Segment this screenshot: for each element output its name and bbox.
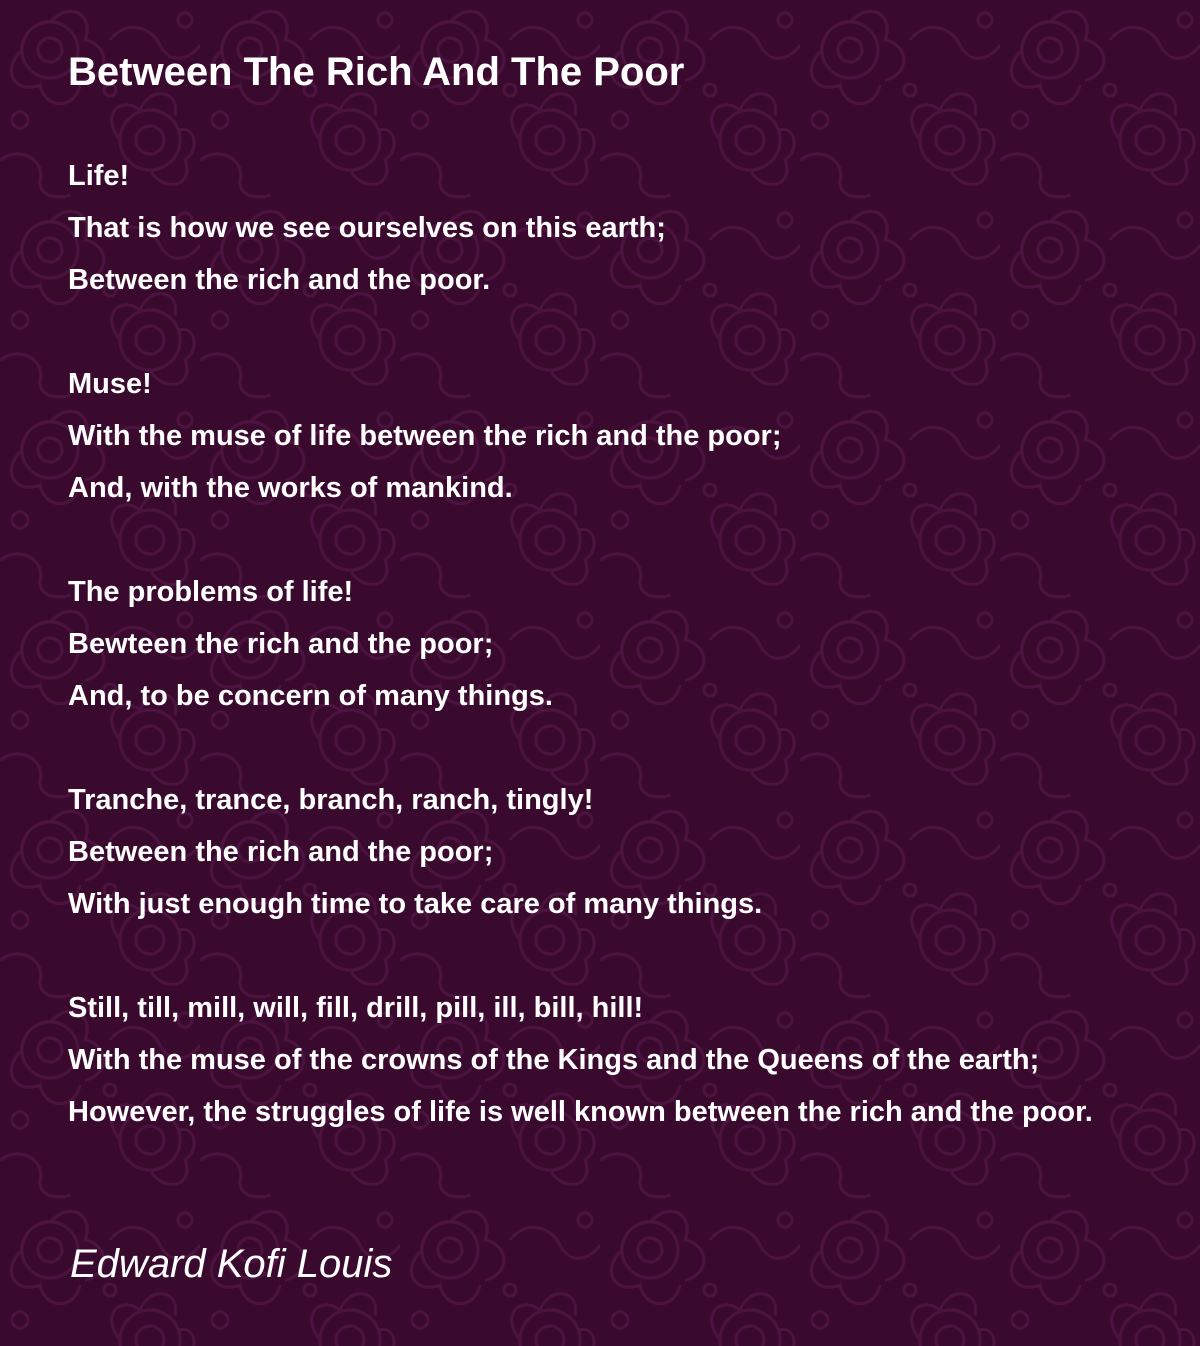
- poem-line: And, with the works of mankind.: [68, 472, 513, 504]
- poem-line: The problems of life!: [68, 576, 354, 608]
- poem-line: Still, till, mill, will, fill, drill, pill, ill, bill, hill!: [68, 992, 644, 1024]
- poem-line: Life!: [68, 160, 130, 192]
- poem-line: Between the rich and the poor;: [68, 836, 494, 868]
- poem-line: Muse!: [68, 368, 152, 400]
- poem-line: That is how we see ourselves on this earth;: [68, 212, 666, 244]
- poem-author: Edward Kofi Louis: [70, 1242, 393, 1286]
- stanza-break: [68, 930, 1093, 982]
- poem-body: [68, 150, 1093, 1138]
- poem-line: Between the rich and the poor.: [68, 264, 491, 296]
- poem-line: Tranche, trance, branch, ranch, tingly!: [68, 784, 594, 816]
- poem-line: With just enough time to take care of many things.: [68, 888, 763, 920]
- poem-line: And, to be concern of many things.: [68, 680, 553, 712]
- stanza-break: [68, 514, 1093, 566]
- poem-title: Between The Rich And The Poor: [68, 50, 685, 94]
- poem-line: With the muse of life between the rich and the poor;: [68, 420, 782, 452]
- poem-line: Bewteen the rich and the poor;: [68, 628, 494, 660]
- poem-line: With the muse of the crowns of the Kings and the Queens of the earth;: [68, 1044, 1040, 1076]
- poem-line: However, the struggles of life is well known between the rich and the poor.: [68, 1096, 1093, 1128]
- stanza-break: [68, 722, 1093, 774]
- stanza-break: [68, 306, 1093, 358]
